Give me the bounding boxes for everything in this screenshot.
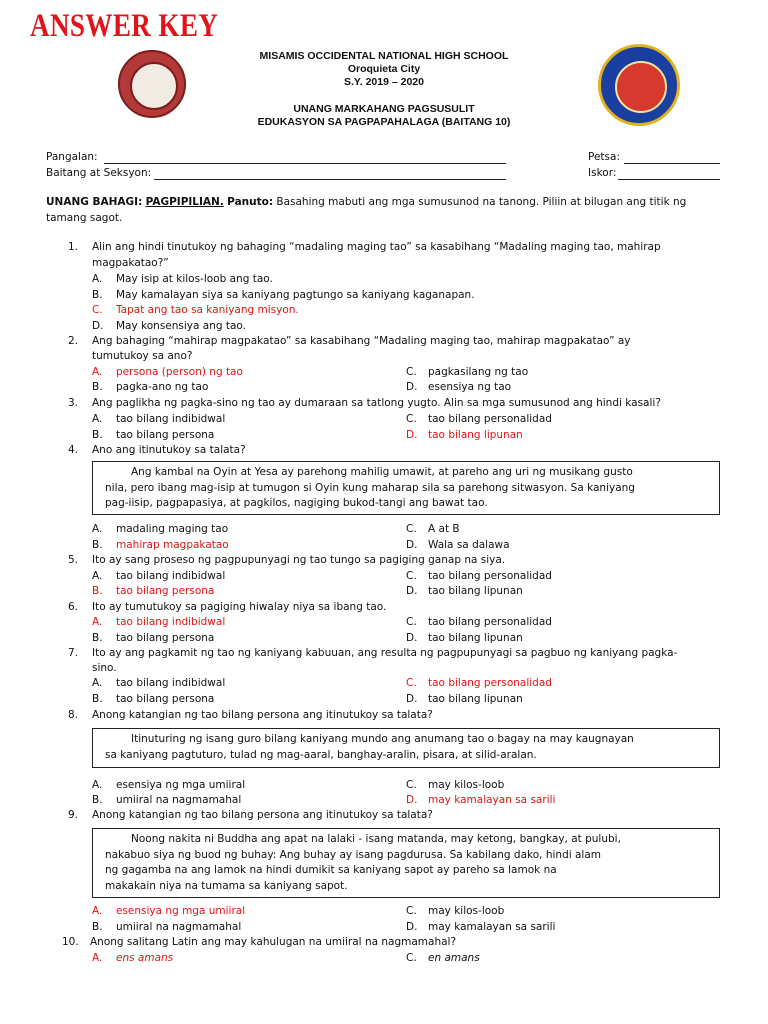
type-label: PAGPIPILIAN. — [145, 196, 224, 208]
option-letter[interactable]: A. — [92, 523, 103, 535]
option-text: pagkasilang ng tao — [428, 366, 529, 378]
option-letter[interactable]: C. — [406, 616, 417, 628]
option-text-answer: mahirap magpakatao — [116, 539, 229, 551]
option-text: may kilos-loob — [428, 905, 505, 917]
question-text: Ang paglikha ng pagka-sino ng tao ay dumaraan sa tatlong yugto. Alin sa mga sumusunod ang hindi kasali? — [92, 397, 661, 409]
option-letter[interactable]: B. — [92, 289, 103, 301]
option-letter-answer[interactable]: D. — [406, 429, 418, 441]
option-letter[interactable]: D. — [406, 539, 418, 551]
school-city: Oroquieta City — [347, 63, 421, 75]
option-letter[interactable]: D. — [406, 921, 418, 933]
question-text: Alin ang hindi tinutukoy ng bahaging “madaling maging tao” sa kasabihang “Madaling maging tao, mahirap — [92, 241, 661, 253]
question-number: 10. — [62, 936, 79, 948]
option-letter-answer[interactable]: C. — [92, 304, 103, 316]
passage-line: Itinuturing ng isang guro bilang kaniyang mundo ang anumang tao o bagay na may kaugnayan — [131, 733, 634, 745]
exam-subject: EDUKASYON SA PAGPAPAHALAGA (BAITANG 10) — [257, 116, 511, 128]
option-letter[interactable]: B. — [92, 429, 103, 441]
option-letter[interactable]: B. — [92, 632, 103, 644]
question-number: 4. — [68, 444, 79, 456]
passage-box — [92, 461, 720, 515]
passage-line: nila, pero ibang mag-isip at tumugon si Oyin kung maharap sila sa parehong sitwasyon. Sa kaniyang — [105, 481, 635, 494]
date-label: Petsa: — [588, 151, 620, 163]
option-letter[interactable]: C. — [406, 366, 417, 378]
instructions — [46, 195, 726, 211]
option-text-answer: tao bilang personalidad — [428, 677, 552, 689]
option-letter-answer[interactable]: A. — [92, 952, 103, 964]
option-text-answer: Tapat ang tao sa kaniyang misyon. — [116, 304, 299, 316]
option-letter[interactable]: D. — [406, 381, 418, 393]
option-text: esensiya ng mga umiiral — [116, 779, 246, 791]
option-letter-answer[interactable]: A. — [92, 905, 103, 917]
directions-text-1: Basahing mabuti ang mga sumusunod na tanong. Piliin at bilugan ang titik ng — [273, 196, 687, 208]
option-text: tao bilang personalidad — [428, 616, 552, 628]
option-text: May kamalayan siya sa kaniyang pagtungo sa kaniyang kaganapan. — [116, 289, 475, 301]
option-letter[interactable]: C. — [406, 413, 417, 425]
option-letter[interactable]: B. — [92, 381, 103, 393]
question-text: Anong salitang Latin ang may kahulugan na umiiral na nagmamahal? — [90, 936, 457, 948]
question-number: 1. — [68, 241, 79, 253]
question-number: 5. — [68, 554, 79, 566]
passage-line: Ang kambal na Oyin at Yesa ay parehong mahilig umawit, at pareho ang uri ng musikang gusto — [131, 466, 633, 478]
option-letter-answer[interactable]: C. — [406, 677, 417, 689]
option-letter[interactable]: C. — [406, 779, 417, 791]
option-text: tao bilang persona — [116, 632, 215, 644]
option-letter[interactable]: D. — [406, 585, 418, 597]
option-letter[interactable]: A. — [92, 779, 103, 791]
option-letter[interactable]: D. — [406, 693, 418, 705]
option-letter-answer[interactable]: B. — [92, 585, 103, 597]
option-text: tao bilang persona — [116, 429, 215, 441]
part-label: UNANG BAHAGI: — [46, 196, 143, 208]
option-text: tao bilang indibidwal — [116, 413, 226, 425]
option-letter[interactable]: A. — [92, 570, 103, 582]
passage-line: makakain niya na tumama sa kaniyang sapot. — [105, 879, 348, 892]
option-text: may kamalayan sa sarili — [428, 921, 556, 933]
option-letter[interactable]: B. — [92, 921, 103, 933]
option-letter-answer[interactable]: A. — [92, 616, 103, 628]
question-number: 6. — [68, 601, 79, 613]
option-text: madaling maging tao — [116, 523, 229, 535]
option-text-answer: esensiya ng mga umiiral — [116, 905, 246, 917]
option-text: tao bilang lipunan — [428, 585, 523, 597]
question-text: tumutukoy sa ano? — [92, 350, 193, 362]
option-text: tao bilang indibidwal — [116, 677, 226, 689]
option-text-answer: tao bilang lipunan — [428, 429, 523, 441]
passage-line: nakabuo siya ng buod ng buhay: Ang buhay ay isang pagdurusa. Sa kabilang dako, hindi alam — [105, 848, 601, 861]
question-number: 3. — [68, 397, 79, 409]
option-letter[interactable]: D. — [406, 632, 418, 644]
question-text: magpakatao?” — [92, 257, 169, 269]
answer-key-title: ANSWER KEY — [30, 8, 219, 44]
option-text: May isip at kilos-loob ang tao. — [116, 273, 273, 285]
passage-box — [92, 728, 720, 768]
question-text: Ito ay ang pagkamit ng tao ng kaniyang kabuuan, ang resulta ng pagpupunyagi sa pagbuo ng kaniyang pagka- — [92, 647, 678, 659]
passage-line: sa kaniyang pagtuturo, tulad ng mag-aaral, banghay-aralin, pisara, at silid-aralan. — [105, 748, 537, 761]
option-letter[interactable]: A. — [92, 273, 103, 285]
passage-line: Noong nakita ni Buddha ang apat na lalaki - isang matanda, may ketong, bangkay, at pulubi, — [131, 833, 621, 845]
question-number: 7. — [68, 647, 79, 659]
option-letter[interactable]: B. — [92, 539, 103, 551]
option-letter[interactable]: C. — [406, 523, 417, 535]
option-letter[interactable]: C. — [406, 570, 417, 582]
exam-title: UNANG MARKAHANG PAGSUSULIT — [293, 103, 475, 115]
option-text: pagka-ano ng tao — [116, 381, 209, 393]
section-label: Baitang at Seksyon: — [46, 167, 152, 179]
option-letter[interactable]: C. — [406, 952, 417, 964]
option-text: umiiral na nagmamahal — [116, 794, 242, 806]
question-text: Ito ay tumutukoy sa pagiging hiwalay niya sa ibang tao. — [92, 601, 387, 613]
question-text: sino. — [92, 662, 117, 674]
question-number: 8. — [68, 709, 79, 721]
question-text: Ano ang itinutukoy sa talata? — [92, 444, 246, 456]
question-text: Ito ay sang proseso ng pagpupunyagi ng tao tungo sa pagiging ganap na siya. — [92, 554, 506, 566]
option-text-answer: tao bilang persona — [116, 585, 215, 597]
option-letter-answer[interactable]: A. — [92, 366, 103, 378]
option-letter-answer[interactable]: D. — [406, 794, 418, 806]
passage-line: pag-iisip, pagpapasiya, at pagkilos, nagiging bukod-tangi ang bawat tao. — [105, 497, 488, 509]
school-name: MISAMIS OCCIDENTAL NATIONAL HIGH SCHOOL — [259, 50, 509, 62]
option-text-answer: ens amans — [116, 952, 174, 964]
option-text: tao bilang personalidad — [428, 570, 552, 582]
question-number: 9. — [68, 809, 79, 821]
option-text: tao bilang personalidad — [428, 413, 552, 425]
option-text: umiiral na nagmamahal — [116, 921, 242, 933]
option-text: A at B — [428, 523, 460, 535]
name-line[interactable] — [104, 163, 506, 164]
question-text: Ang bahaging “mahirap magpakatao” sa kasabihang “Madaling maging tao, mahirap magpakatao” ay — [92, 335, 631, 347]
directions-label: Panuto: — [227, 196, 274, 208]
school-year: S.Y. 2019 – 2020 — [344, 76, 424, 88]
score-line[interactable] — [618, 179, 720, 180]
section-line[interactable] — [154, 179, 506, 180]
option-letter[interactable]: D. — [92, 320, 104, 332]
option-text: Wala sa dalawa — [428, 539, 510, 551]
name-label: Pangalan: — [46, 151, 98, 163]
question-text: Anong katangian ng tao bilang persona ang itinutukoy sa talata? — [92, 809, 433, 821]
directions-text-2: tamang sagot. — [46, 212, 123, 224]
option-letter[interactable]: B. — [92, 794, 103, 806]
option-text: tao bilang indibidwal — [116, 570, 226, 582]
passage-box — [92, 828, 720, 898]
option-text-answer: may kamalayan sa sarili — [428, 794, 556, 806]
option-text: may kilos-loob — [428, 779, 505, 791]
option-text: tao bilang lipunan — [428, 693, 523, 705]
option-text: esensiya ng tao — [428, 381, 512, 393]
option-text-answer: tao bilang indibidwal — [116, 616, 226, 628]
option-letter[interactable]: A. — [92, 677, 103, 689]
option-text: tao bilang persona — [116, 693, 215, 705]
score-label: Iskor: — [588, 167, 617, 179]
question-number: 2. — [68, 335, 79, 347]
passage-line: ng gagamba na ang lamok na hindi dumikit sa kaniyang sapot ay pareho sa lamok na — [105, 864, 557, 876]
option-text: May konsensiya ang tao. — [116, 320, 247, 332]
option-letter[interactable]: B. — [92, 693, 103, 705]
question-text: Anong katangian ng tao bilang persona ang itinutukoy sa talata? — [92, 709, 433, 721]
date-line[interactable] — [624, 163, 720, 164]
option-text: tao bilang lipunan — [428, 632, 523, 644]
option-text-answer: persona (person) ng tao — [116, 366, 243, 378]
option-letter[interactable]: C. — [406, 905, 417, 917]
option-letter[interactable]: A. — [92, 413, 103, 425]
option-text: en amans — [428, 952, 480, 964]
